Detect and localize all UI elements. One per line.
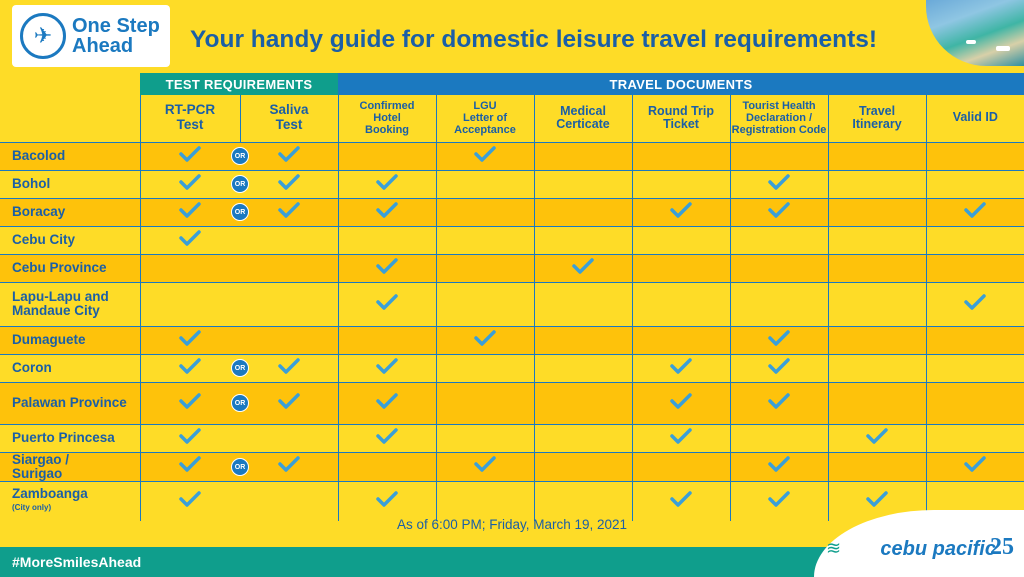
cell-medical bbox=[534, 424, 632, 452]
cell-hotel bbox=[338, 326, 436, 354]
cell-lgu bbox=[436, 354, 534, 382]
check-icon bbox=[964, 201, 986, 219]
cell-validid bbox=[926, 424, 1024, 452]
destination-label: Bohol bbox=[12, 176, 51, 191]
column-header-line: Letter of bbox=[463, 112, 508, 125]
check-icon bbox=[278, 145, 300, 163]
check-icon bbox=[670, 201, 692, 219]
column-header-itinerary bbox=[828, 95, 926, 142]
cell-validid bbox=[926, 142, 1024, 170]
check-icon bbox=[179, 145, 201, 163]
or-badge: OR bbox=[231, 394, 249, 412]
check-icon bbox=[670, 427, 692, 445]
cell-validid bbox=[926, 326, 1024, 354]
hashtag: #MoreSmilesAhead bbox=[0, 547, 170, 577]
cell-pcr bbox=[140, 424, 240, 452]
cell-lgu bbox=[436, 452, 534, 481]
destination-label: Lapu-Lapu and Mandaue City bbox=[12, 289, 109, 318]
cell-hotel bbox=[338, 142, 436, 170]
cell-lgu bbox=[436, 326, 534, 354]
cell-validid bbox=[926, 382, 1024, 424]
table-row bbox=[0, 198, 1024, 226]
check-icon bbox=[474, 329, 496, 347]
column-header-line: Registration Code bbox=[731, 124, 827, 137]
group-travel-documents: TRAVEL DOCUMENTS bbox=[338, 73, 1024, 95]
page-title: Your handy guide for domestic leisure travel requirements! bbox=[190, 26, 878, 53]
cell-validid bbox=[926, 198, 1024, 226]
cell-itinerary bbox=[828, 226, 926, 254]
destination-note: (City only) bbox=[12, 503, 52, 513]
column-header-line: Travel bbox=[858, 103, 896, 118]
table-row bbox=[0, 481, 1024, 521]
cell-hotel bbox=[338, 170, 436, 198]
table-row bbox=[0, 170, 1024, 198]
destination-label: Cebu City bbox=[12, 232, 76, 247]
cell-validid bbox=[926, 452, 1024, 481]
blank-corner bbox=[0, 73, 140, 95]
cell-saliva bbox=[240, 326, 338, 354]
cell-hotel bbox=[338, 452, 436, 481]
cell-hotel bbox=[338, 481, 436, 521]
cell-pcr bbox=[140, 326, 240, 354]
cell-medical bbox=[534, 481, 632, 521]
cell-medical bbox=[534, 226, 632, 254]
cell-medical bbox=[534, 354, 632, 382]
check-icon bbox=[376, 173, 398, 191]
logo-text bbox=[72, 16, 160, 56]
column-header-line: LGU bbox=[473, 100, 497, 113]
check-icon bbox=[278, 392, 300, 410]
destination-label: Dumaguete bbox=[12, 332, 86, 347]
cell-hotel bbox=[338, 354, 436, 382]
check-icon bbox=[376, 257, 398, 275]
cell-tourist bbox=[730, 382, 828, 424]
cell-hotel bbox=[338, 282, 436, 326]
cell-validid bbox=[926, 254, 1024, 282]
check-icon bbox=[768, 357, 790, 375]
check-icon bbox=[179, 173, 201, 191]
destination-name bbox=[0, 382, 140, 424]
check-icon bbox=[278, 357, 300, 375]
cell-saliva bbox=[240, 198, 338, 226]
cell-tourist bbox=[730, 254, 828, 282]
column-header-validid bbox=[926, 95, 1024, 142]
destination-name bbox=[0, 226, 140, 254]
cell-itinerary bbox=[828, 424, 926, 452]
check-icon bbox=[768, 201, 790, 219]
cell-medical bbox=[534, 452, 632, 481]
cell-saliva bbox=[240, 424, 338, 452]
cell-pcr bbox=[140, 354, 246, 382]
cell-saliva bbox=[240, 170, 338, 198]
brand-name: cebu pacific bbox=[880, 538, 996, 560]
logo bbox=[12, 5, 170, 67]
cell-lgu bbox=[436, 142, 534, 170]
cell-tourist bbox=[730, 354, 828, 382]
cell-pcr bbox=[140, 382, 246, 424]
cell-medical bbox=[534, 198, 632, 226]
column-header-saliva bbox=[240, 95, 338, 142]
destination-name bbox=[0, 170, 140, 198]
destination-label: Siargao / Surigao bbox=[12, 451, 70, 481]
cell-medical bbox=[534, 282, 632, 326]
check-icon bbox=[474, 145, 496, 163]
column-header-line: Ticket bbox=[663, 117, 699, 132]
cell-hotel bbox=[338, 198, 436, 226]
cell-saliva bbox=[240, 142, 338, 170]
column-header-roundtrip bbox=[632, 95, 730, 142]
cell-tourist bbox=[730, 142, 828, 170]
cell-hotel bbox=[338, 424, 436, 452]
boat-icon bbox=[996, 46, 1010, 51]
table-row bbox=[0, 142, 1024, 170]
boat-icon bbox=[966, 40, 976, 44]
check-icon bbox=[179, 427, 201, 445]
cell-tourist bbox=[730, 481, 828, 521]
table-row bbox=[0, 354, 1024, 382]
cebu-pacific-logo-icon: ≋ bbox=[826, 538, 842, 558]
brand-anniversary: 25 bbox=[990, 534, 1014, 560]
requirements-table bbox=[0, 73, 1024, 521]
check-icon bbox=[278, 173, 300, 191]
cell-itinerary bbox=[828, 198, 926, 226]
destination-label: Boracay bbox=[12, 204, 66, 219]
table-row bbox=[0, 226, 1024, 254]
destination-name bbox=[0, 481, 140, 521]
cell-lgu bbox=[436, 198, 534, 226]
cell-validid bbox=[926, 354, 1024, 382]
cell-roundtrip bbox=[632, 142, 730, 170]
cell-saliva bbox=[240, 226, 338, 254]
cell-pcr bbox=[140, 198, 246, 226]
cell-saliva bbox=[240, 354, 338, 382]
cell-roundtrip bbox=[632, 481, 730, 521]
destination-name bbox=[0, 198, 140, 226]
cell-tourist bbox=[730, 198, 828, 226]
column-header-line: Confirmed bbox=[359, 100, 415, 113]
destination-name bbox=[0, 142, 140, 170]
check-icon bbox=[376, 490, 398, 508]
check-icon bbox=[179, 357, 201, 375]
column-header-line: Acceptance bbox=[454, 124, 516, 137]
column-header-line: Test bbox=[176, 117, 204, 133]
cell-roundtrip bbox=[632, 452, 730, 481]
logo-line-1: One Step bbox=[72, 15, 160, 37]
check-icon bbox=[376, 201, 398, 219]
check-icon bbox=[768, 490, 790, 508]
beach-photo bbox=[926, 0, 1024, 66]
cell-tourist bbox=[730, 326, 828, 354]
check-icon bbox=[376, 392, 398, 410]
check-icon bbox=[866, 427, 888, 445]
table-row bbox=[0, 282, 1024, 326]
destination-label: Bacolod bbox=[12, 148, 66, 163]
table-row bbox=[0, 382, 1024, 424]
column-header-tourist bbox=[730, 95, 828, 142]
destination-name bbox=[0, 452, 140, 481]
column-header-line: Valid ID bbox=[952, 110, 998, 125]
cell-itinerary bbox=[828, 354, 926, 382]
or-badge: OR bbox=[231, 458, 249, 476]
column-header-line: Round Trip bbox=[648, 103, 714, 118]
check-icon bbox=[179, 329, 201, 347]
cell-validid bbox=[926, 170, 1024, 198]
check-icon bbox=[964, 293, 986, 311]
column-header-medical bbox=[534, 95, 632, 142]
cell-tourist bbox=[730, 424, 828, 452]
check-icon bbox=[376, 357, 398, 375]
cell-roundtrip bbox=[632, 226, 730, 254]
check-icon bbox=[278, 201, 300, 219]
column-header-line: Test bbox=[275, 117, 303, 133]
cell-itinerary bbox=[828, 382, 926, 424]
destination-label: Palawan Province bbox=[12, 395, 127, 410]
cell-tourist bbox=[730, 170, 828, 198]
destination-name bbox=[0, 354, 140, 382]
cell-roundtrip bbox=[632, 326, 730, 354]
cell-pcr bbox=[140, 226, 240, 254]
check-icon bbox=[179, 455, 201, 473]
cell-tourist bbox=[730, 452, 828, 481]
cell-saliva bbox=[240, 382, 338, 424]
cell-pcr bbox=[140, 452, 246, 481]
column-header-line: Tourist Health bbox=[742, 100, 816, 113]
check-icon bbox=[670, 490, 692, 508]
column-header-lgu bbox=[436, 95, 534, 142]
airplane-icon: ✈ bbox=[20, 13, 66, 59]
cell-itinerary bbox=[828, 142, 926, 170]
logo-line-2: Ahead bbox=[72, 35, 134, 57]
cell-tourist bbox=[730, 226, 828, 254]
check-icon bbox=[866, 490, 888, 508]
check-icon bbox=[964, 455, 986, 473]
table-row bbox=[0, 424, 1024, 452]
cell-medical bbox=[534, 254, 632, 282]
check-icon bbox=[179, 229, 201, 247]
table-row bbox=[0, 254, 1024, 282]
or-badge: OR bbox=[231, 147, 249, 165]
check-icon bbox=[768, 329, 790, 347]
cell-roundtrip bbox=[632, 254, 730, 282]
column-header-line: Saliva bbox=[269, 102, 309, 118]
cell-tourist bbox=[730, 282, 828, 326]
column-header-line: RT-PCR bbox=[164, 102, 216, 118]
check-icon bbox=[179, 490, 201, 508]
check-icon bbox=[474, 455, 496, 473]
group-test-requirements: TEST REQUIREMENTS bbox=[140, 73, 338, 95]
cell-lgu bbox=[436, 254, 534, 282]
cell-saliva bbox=[240, 282, 338, 326]
check-icon bbox=[572, 257, 594, 275]
check-icon bbox=[670, 357, 692, 375]
cell-itinerary bbox=[828, 170, 926, 198]
cell-lgu bbox=[436, 170, 534, 198]
cell-lgu bbox=[436, 226, 534, 254]
cell-lgu bbox=[436, 382, 534, 424]
cell-saliva bbox=[240, 452, 338, 481]
check-icon bbox=[179, 392, 201, 410]
cell-saliva bbox=[240, 254, 338, 282]
table-row bbox=[0, 452, 1024, 481]
column-header-hotel bbox=[338, 95, 436, 142]
column-header-line: Declaration / bbox=[746, 112, 813, 125]
destination-name bbox=[0, 282, 140, 326]
cell-hotel bbox=[338, 226, 436, 254]
cell-lgu bbox=[436, 282, 534, 326]
cell-medical bbox=[534, 142, 632, 170]
or-badge: OR bbox=[231, 203, 249, 221]
cell-roundtrip bbox=[632, 424, 730, 452]
or-badge: OR bbox=[231, 175, 249, 193]
column-header-line: Medical bbox=[560, 103, 606, 118]
or-badge: OR bbox=[231, 359, 249, 377]
cell-roundtrip bbox=[632, 170, 730, 198]
column-header-line: Hotel bbox=[373, 112, 401, 125]
cell-lgu bbox=[436, 424, 534, 452]
cell-roundtrip bbox=[632, 198, 730, 226]
cell-hotel bbox=[338, 382, 436, 424]
cell-pcr bbox=[140, 142, 246, 170]
cell-roundtrip bbox=[632, 282, 730, 326]
cell-medical bbox=[534, 326, 632, 354]
check-icon bbox=[768, 173, 790, 191]
cell-itinerary bbox=[828, 452, 926, 481]
cell-lgu bbox=[436, 481, 534, 521]
cell-pcr bbox=[140, 254, 240, 282]
destination-name bbox=[0, 254, 140, 282]
cell-medical bbox=[534, 382, 632, 424]
cell-validid bbox=[926, 282, 1024, 326]
destination-label: Zamboanga bbox=[12, 486, 88, 502]
column-header-line: Certicate bbox=[556, 117, 610, 132]
cell-roundtrip bbox=[632, 354, 730, 382]
cell-saliva bbox=[240, 481, 338, 521]
destination-name bbox=[0, 424, 140, 452]
cell-pcr bbox=[140, 282, 240, 326]
check-icon bbox=[768, 392, 790, 410]
cell-itinerary bbox=[828, 254, 926, 282]
as-of-date: As of 6:00 PM; Friday, March 19, 2021 bbox=[396, 517, 628, 532]
table-row bbox=[0, 326, 1024, 354]
column-header-line: Itinerary bbox=[852, 117, 902, 132]
cell-hotel bbox=[338, 254, 436, 282]
cell-validid bbox=[926, 226, 1024, 254]
cell-pcr bbox=[140, 481, 240, 521]
destination-label: Cebu Province bbox=[12, 260, 107, 275]
cell-roundtrip bbox=[632, 382, 730, 424]
check-icon bbox=[670, 392, 692, 410]
check-icon bbox=[179, 201, 201, 219]
destination-label: Puerto Princesa bbox=[12, 430, 115, 445]
cell-itinerary bbox=[828, 282, 926, 326]
cell-itinerary bbox=[828, 326, 926, 354]
column-header-pcr bbox=[140, 95, 240, 142]
destination-label: Coron bbox=[12, 360, 52, 375]
check-icon bbox=[376, 293, 398, 311]
destination-name bbox=[0, 326, 140, 354]
check-icon bbox=[768, 455, 790, 473]
check-icon bbox=[376, 427, 398, 445]
cell-pcr bbox=[140, 170, 246, 198]
column-header-line: Booking bbox=[365, 124, 410, 137]
cell-medical bbox=[534, 170, 632, 198]
check-icon bbox=[278, 455, 300, 473]
blank-header bbox=[0, 95, 140, 142]
